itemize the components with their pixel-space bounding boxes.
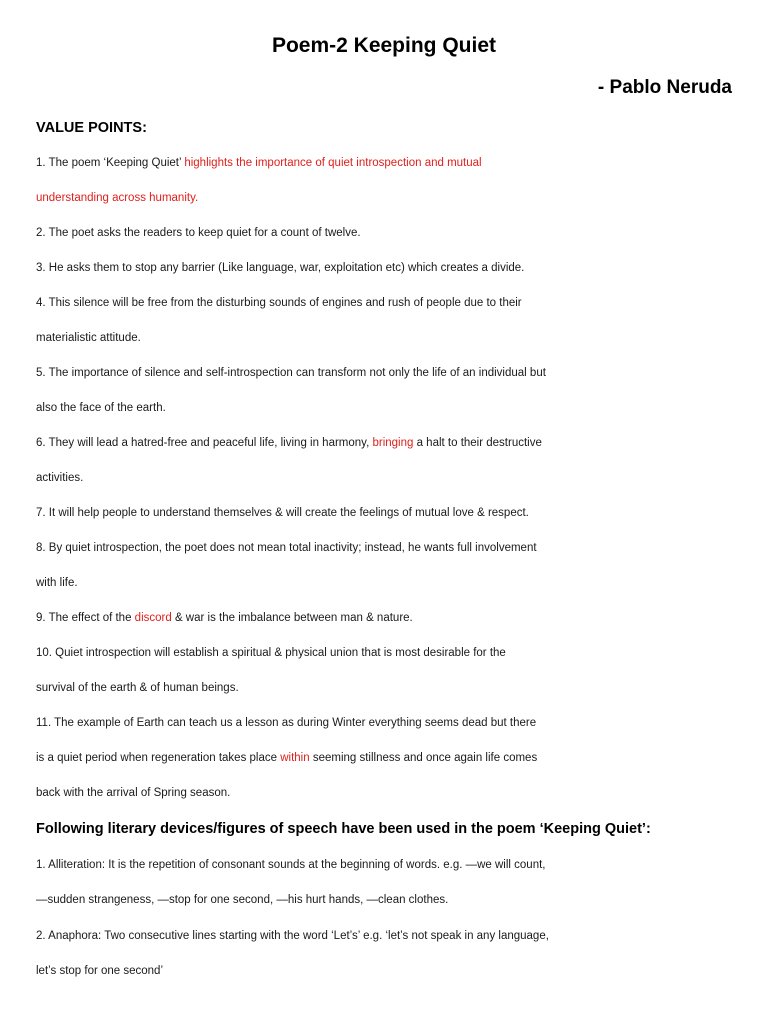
text-line: [36, 296, 522, 310]
text-line: [36, 401, 166, 415]
text-line: [36, 261, 524, 275]
text-line: [36, 786, 230, 800]
line-text: 4. This silence will be free from the disturbing sounds of engines and rush of people due to their: [36, 297, 522, 309]
text-line: [36, 858, 546, 872]
line-text: back with the arrival of Spring season.: [36, 787, 231, 799]
line-text: 10. Quiet introspection will establish a spiritual & physical union that is most desirable for the: [36, 647, 506, 659]
highlighted-text: highlights the importance of quiet introspection and mutual: [184, 157, 482, 169]
highlighted-text: within: [280, 752, 310, 764]
line-text: 5. The importance of silence and self-introspection can transform not only the life of an individual but: [36, 367, 546, 379]
highlighted-text: discord: [134, 612, 172, 624]
text-line: [36, 611, 413, 625]
line-text: is a quiet period when regeneration takes place: [36, 752, 281, 764]
highlighted-text: bringing: [372, 437, 414, 449]
text-line: [36, 156, 482, 170]
text-line: [36, 366, 546, 380]
line-text: with life.: [36, 577, 78, 589]
text-line: [36, 576, 78, 590]
line-text: 9. The effect of the: [36, 612, 135, 624]
text-line: [36, 436, 542, 450]
text-line: [36, 506, 529, 520]
text-line: [36, 331, 141, 345]
page-title: Poem-2 Keeping Quiet: [271, 34, 497, 57]
line-text: 1. The poem ‘Keeping Quiet’: [36, 157, 185, 169]
line-text: 11. The example of Earth can teach us a lesson as during Winter everything seems dead but there: [36, 717, 537, 729]
line-text: let’s stop for one second’: [36, 965, 164, 977]
author-line: - Pablo Neruda: [597, 77, 732, 98]
text-line: [36, 681, 239, 695]
line-text: 2. Anaphora: Two consecutive lines starting with the word ‘Let’s’ e.g. ‘let’s not speak in any language,: [36, 930, 549, 942]
line-text: 7. It will help people to understand themselves & will create the feelings of mutual love & respect.: [36, 507, 529, 519]
line-text: & war is the imbalance between man & nature.: [171, 612, 413, 624]
line-text: survival of the earth & of human beings.: [36, 682, 239, 694]
line-text: 8. By quiet introspection, the poet does not mean total inactivity; instead, he wants full involvement: [36, 542, 537, 554]
text-line: [36, 541, 537, 555]
text-line: [36, 716, 536, 730]
line-text: activities.: [36, 472, 84, 484]
line-text: 6. They will lead a hatred-free and peaceful life, living in harmony,: [36, 437, 373, 449]
line-text: 1. Alliteration: It is the repetition of consonant sounds at the beginning of words. e.g. —we will count,: [36, 859, 546, 871]
highlighted-text: understanding across humanity.: [36, 192, 199, 204]
text-line: [36, 964, 163, 978]
text-line: [36, 226, 361, 240]
text-line: [36, 929, 549, 943]
line-text: —sudden strangeness, —stop for one second, —his hurt hands, —clean clothes.: [36, 894, 449, 906]
line-text: a halt to their destructive: [413, 437, 542, 449]
line-text: materialistic attitude.: [36, 332, 141, 344]
text-line: [36, 893, 448, 907]
text-line: [36, 751, 537, 765]
line-text: 3. He asks them to stop any barrier (Like language, war, exploitation etc) which creates a divide.: [36, 262, 525, 274]
line-text: seeming stillness and once again life comes: [309, 752, 538, 764]
value-points-heading: VALUE POINTS:: [36, 120, 147, 136]
line-text: also the face of the earth.: [36, 402, 166, 414]
literary-devices-heading: Following literary devices/figures of speech have been used in the poem ‘Keeping Quiet’:: [36, 821, 651, 837]
text-line: [36, 471, 83, 485]
text-line: [36, 646, 506, 660]
text-line: [36, 191, 198, 205]
line-text: 2. The poet asks the readers to keep quiet for a count of twelve.: [36, 227, 361, 239]
